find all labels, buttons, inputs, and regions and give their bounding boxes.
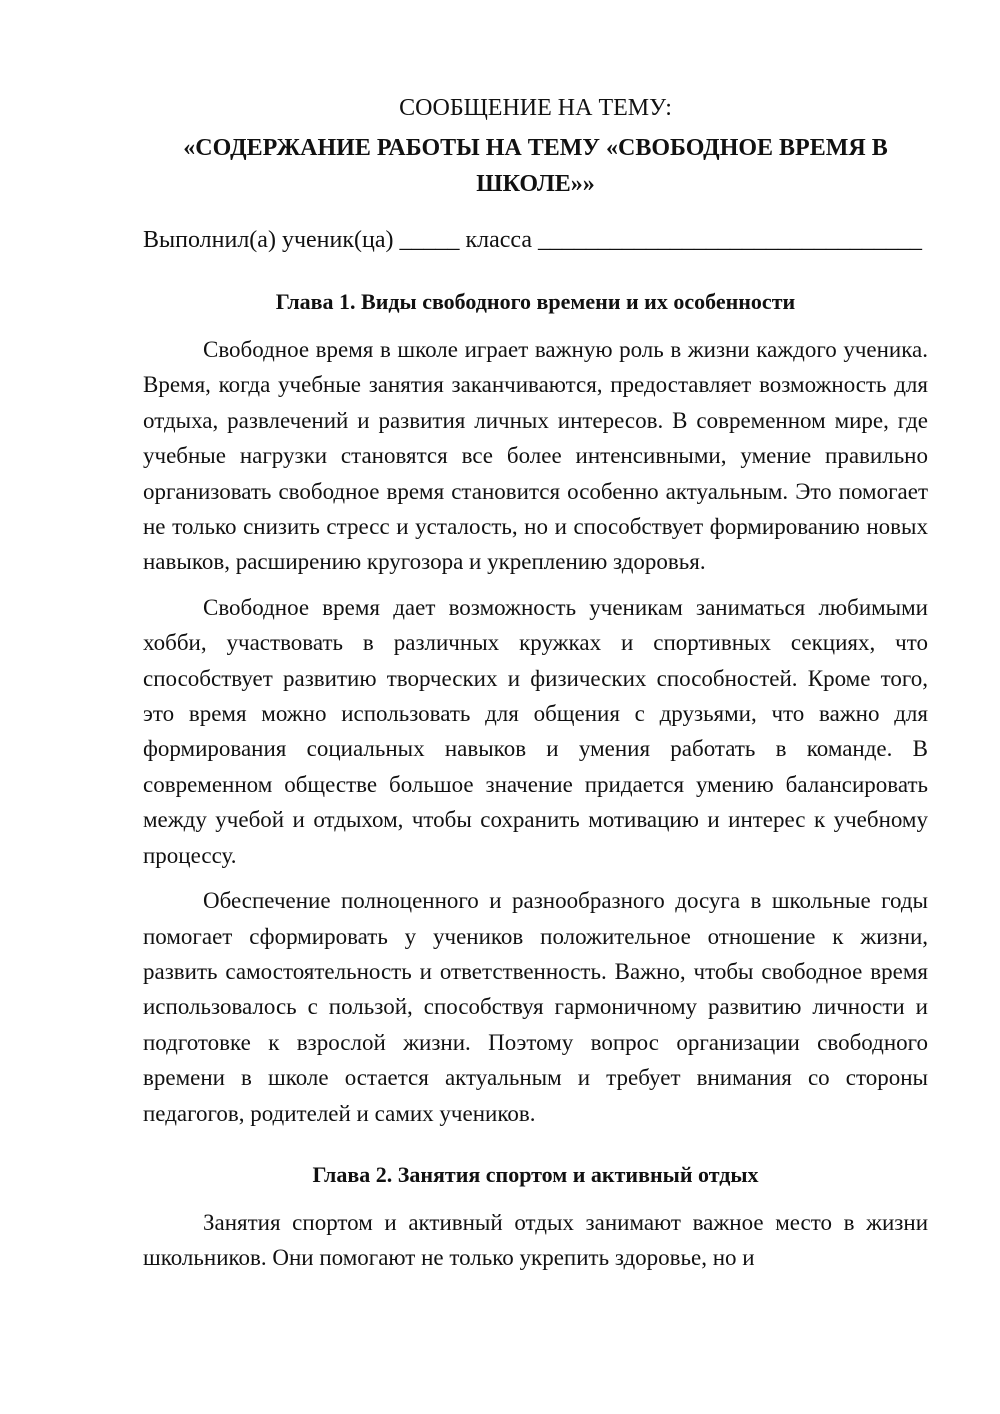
chapter-2-heading: Глава 2. Занятия спортом и активный отдых [312,1161,759,1187]
document-page [143,90,928,1286]
chapter-1-paragraph-1: Свободное время в школе играет важную роль в жизни каждого ученика. Время, когда учебные занятия заканчиваются, предоставляет возможность для отдыха, развлечений и развития личных интересов. В современном мире, где учебные нагрузки становятся все более интенсивными, умение правильно организовать свободное время становится особенно актуальным. Это помогает не только снизить стресс и усталость, но и способствует формированию новых навыков, расширению кругозора и укреплению здоровья. [143,337,928,575]
document-title: СООБЩЕНИЕ НА ТЕМУ: [399,95,672,121]
author-line: Выполнил(а) ученик(ца) _____ класса ________________________________ [143,227,923,253]
chapter-2-paragraph-1: Занятия спортом и активный отдых занимают важное место в жизни школьников. Они помогают не только укрепить здоровье, но и [143,1209,928,1271]
chapter-1-heading: Глава 1. Виды свободного времени и их особенности [275,289,796,314]
chapter-1-paragraph-2: Свободное время дает возможность ученикам заниматься любимыми хобби, участвовать в различных кружках и спортивных секциях, что способствует развитию творческих и физических способностей. Кроме того, это время можно использовать для общения с друзьями, что важно для формирования социальных навыков и умения работать в команде. В современном обществе большое значение придается умению балансировать между учебой и отдыхом, чтобы сохранить мотивацию и интерес к учебному процессу. [143,594,928,868]
chapter-1-paragraph-3: Обеспечение полноценного и разнообразного досуга в школьные годы помогает сформировать у учеников положительное отношение к жизни, развить самостоятельность и ответственность. Важно, чтобы свободное время использовалось с пользой, способствуя гармоничному развитию личности и подготовке к взрослой жизни. Поэтому вопрос организации свободного времени в школе остается актуальным и требует внимания со стороны педагогов, родителей и самих учеников. [143,888,928,1126]
document-subtitle: «СОДЕРЖАНИЕ РАБОТЫ НА ТЕМУ «СВОБОДНОЕ ВРЕМЯ В ШКОЛЕ»» [183,135,888,197]
